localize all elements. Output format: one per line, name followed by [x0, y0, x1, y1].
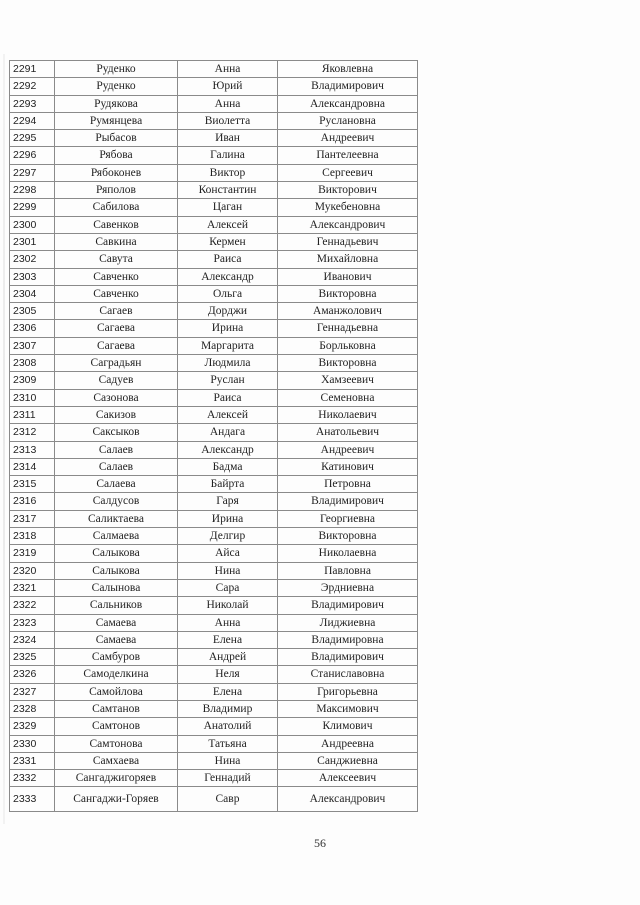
- row-number-cell: 2322: [10, 597, 55, 614]
- first-name-cell: Раиса: [178, 251, 278, 268]
- row-number-cell: 2303: [10, 268, 55, 285]
- row-number-cell: 2308: [10, 355, 55, 372]
- row-number-cell: 2332: [10, 770, 55, 787]
- table-row: [10, 683, 418, 700]
- first-name-cell: Ирина: [178, 320, 278, 337]
- row-number-cell: 2330: [10, 735, 55, 752]
- patronymic-cell: Максимович: [278, 700, 418, 717]
- table-row: [10, 164, 418, 181]
- first-name-cell: Неля: [178, 666, 278, 683]
- first-name-cell: Александр: [178, 441, 278, 458]
- patronymic-cell: Борльковна: [278, 337, 418, 354]
- table-row: [10, 337, 418, 354]
- first-name-cell: Делгир: [178, 528, 278, 545]
- row-number-cell: 2297: [10, 164, 55, 181]
- table-row: [10, 95, 418, 112]
- row-number-cell: 2328: [10, 700, 55, 717]
- last-name-cell: Рудякова: [55, 95, 178, 112]
- patronymic-cell: Лиджиевна: [278, 614, 418, 631]
- patronymic-cell: Семеновна: [278, 389, 418, 406]
- table-row: [10, 649, 418, 666]
- patronymic-cell: Анатольевич: [278, 424, 418, 441]
- row-number-cell: 2316: [10, 493, 55, 510]
- last-name-cell: Сагаев: [55, 303, 178, 320]
- last-name-cell: Сазонова: [55, 389, 178, 406]
- row-number-cell: 2293: [10, 95, 55, 112]
- row-number-cell: 2319: [10, 545, 55, 562]
- last-name-cell: Самтонов: [55, 718, 178, 735]
- last-name-cell: Салмаева: [55, 528, 178, 545]
- row-number-cell: 2331: [10, 752, 55, 769]
- patronymic-cell: Викторовна: [278, 528, 418, 545]
- table-row: [10, 268, 418, 285]
- row-number-cell: 2315: [10, 476, 55, 493]
- first-name-cell: Юрий: [178, 78, 278, 95]
- last-name-cell: Савченко: [55, 268, 178, 285]
- last-name-cell: Самаева: [55, 614, 178, 631]
- row-number-cell: 2305: [10, 303, 55, 320]
- row-number-cell: 2320: [10, 562, 55, 579]
- first-name-cell: Бадма: [178, 458, 278, 475]
- row-number-cell: 2307: [10, 337, 55, 354]
- row-number-cell: 2326: [10, 666, 55, 683]
- last-name-cell: Сагаева: [55, 320, 178, 337]
- first-name-cell: Савр: [178, 787, 278, 812]
- table-row: [10, 770, 418, 787]
- table-row: [10, 251, 418, 268]
- table-row: [10, 562, 418, 579]
- last-name-cell: Самойлова: [55, 683, 178, 700]
- patronymic-cell: Климович: [278, 718, 418, 735]
- table-row: [10, 199, 418, 216]
- first-name-cell: Иван: [178, 130, 278, 147]
- table-row: [10, 597, 418, 614]
- last-name-cell: Салыкова: [55, 562, 178, 579]
- row-number-cell: 2317: [10, 510, 55, 527]
- last-name-cell: Рыбасов: [55, 130, 178, 147]
- table-row: [10, 545, 418, 562]
- patronymic-cell: Владимирович: [278, 649, 418, 666]
- last-name-cell: Савенков: [55, 216, 178, 233]
- row-number-cell: 2302: [10, 251, 55, 268]
- first-name-cell: Галина: [178, 147, 278, 164]
- row-number-cell: 2327: [10, 683, 55, 700]
- table-row: [10, 666, 418, 683]
- row-number-cell: 2313: [10, 441, 55, 458]
- table-row: [10, 233, 418, 250]
- first-name-cell: Виолетта: [178, 112, 278, 129]
- last-name-cell: Салаев: [55, 441, 178, 458]
- patronymic-cell: Павловна: [278, 562, 418, 579]
- patronymic-cell: Андреевич: [278, 441, 418, 458]
- table-row: [10, 406, 418, 423]
- last-name-cell: Сангаджи-Горяев: [55, 787, 178, 812]
- name-list-body: [10, 61, 418, 812]
- first-name-cell: Кермен: [178, 233, 278, 250]
- last-name-cell: Савкина: [55, 233, 178, 250]
- first-name-cell: Раиса: [178, 389, 278, 406]
- first-name-cell: Анатолий: [178, 718, 278, 735]
- last-name-cell: Сангаджигоряев: [55, 770, 178, 787]
- last-name-cell: Сагаева: [55, 337, 178, 354]
- table-row: [10, 752, 418, 769]
- last-name-cell: Сакизов: [55, 406, 178, 423]
- first-name-cell: Александр: [178, 268, 278, 285]
- table-row: [10, 130, 418, 147]
- patronymic-cell: Алексеевич: [278, 770, 418, 787]
- first-name-cell: Маргарита: [178, 337, 278, 354]
- row-number-cell: 2299: [10, 199, 55, 216]
- table-row: [10, 78, 418, 95]
- patronymic-cell: Владимирович: [278, 493, 418, 510]
- patronymic-cell: Хамзеевич: [278, 372, 418, 389]
- last-name-cell: Салаева: [55, 476, 178, 493]
- first-name-cell: Ольга: [178, 285, 278, 302]
- table-row: [10, 631, 418, 648]
- table-row: [10, 787, 418, 812]
- patronymic-cell: Аманжолович: [278, 303, 418, 320]
- first-name-cell: Владимир: [178, 700, 278, 717]
- table-row: [10, 614, 418, 631]
- row-number-cell: 2333: [10, 787, 55, 812]
- patronymic-cell: Николаевич: [278, 406, 418, 423]
- first-name-cell: Виктор: [178, 164, 278, 181]
- last-name-cell: Салаев: [55, 458, 178, 475]
- table-row: [10, 355, 418, 372]
- last-name-cell: Салынова: [55, 579, 178, 596]
- last-name-cell: Савченко: [55, 285, 178, 302]
- row-number-cell: 2306: [10, 320, 55, 337]
- first-name-cell: Николай: [178, 597, 278, 614]
- patronymic-cell: Михайловна: [278, 251, 418, 268]
- row-number-cell: 2301: [10, 233, 55, 250]
- last-name-cell: Самбуров: [55, 649, 178, 666]
- table-row: [10, 147, 418, 164]
- page-number: 56: [314, 836, 326, 850]
- last-name-cell: Сальников: [55, 597, 178, 614]
- last-name-cell: Руденко: [55, 61, 178, 78]
- first-name-cell: Алексей: [178, 406, 278, 423]
- row-number-cell: 2329: [10, 718, 55, 735]
- first-name-cell: Цаган: [178, 199, 278, 216]
- last-name-cell: Руденко: [55, 78, 178, 95]
- patronymic-cell: Григорьевна: [278, 683, 418, 700]
- patronymic-cell: Санджиевна: [278, 752, 418, 769]
- last-name-cell: Саградьян: [55, 355, 178, 372]
- row-number-cell: 2295: [10, 130, 55, 147]
- last-name-cell: Саксыков: [55, 424, 178, 441]
- table-row: [10, 700, 418, 717]
- patronymic-cell: Владимировна: [278, 631, 418, 648]
- first-name-cell: Андрей: [178, 649, 278, 666]
- table-row: [10, 389, 418, 406]
- table-row: [10, 372, 418, 389]
- last-name-cell: Рябова: [55, 147, 178, 164]
- row-number-cell: 2298: [10, 182, 55, 199]
- row-number-cell: 2309: [10, 372, 55, 389]
- name-list-table: [9, 60, 418, 812]
- first-name-cell: Анна: [178, 614, 278, 631]
- patronymic-cell: Петровна: [278, 476, 418, 493]
- last-name-cell: Самтонова: [55, 735, 178, 752]
- patronymic-cell: Геннадьевна: [278, 320, 418, 337]
- patronymic-cell: Мукебеновна: [278, 199, 418, 216]
- first-name-cell: Байрта: [178, 476, 278, 493]
- row-number-cell: 2318: [10, 528, 55, 545]
- table-row: [10, 285, 418, 302]
- patronymic-cell: Викторовна: [278, 285, 418, 302]
- first-name-cell: Сара: [178, 579, 278, 596]
- patronymic-cell: Пантелеевна: [278, 147, 418, 164]
- last-name-cell: Самаева: [55, 631, 178, 648]
- first-name-cell: Алексей: [178, 216, 278, 233]
- last-name-cell: Ряполов: [55, 182, 178, 199]
- row-number-cell: 2291: [10, 61, 55, 78]
- table-row: [10, 182, 418, 199]
- first-name-cell: Айса: [178, 545, 278, 562]
- row-number-cell: 2314: [10, 458, 55, 475]
- patronymic-cell: Георгиевна: [278, 510, 418, 527]
- row-number-cell: 2321: [10, 579, 55, 596]
- patronymic-cell: Александрович: [278, 787, 418, 812]
- table-row: [10, 424, 418, 441]
- row-number-cell: 2296: [10, 147, 55, 164]
- table-row: [10, 528, 418, 545]
- patronymic-cell: Викторович: [278, 182, 418, 199]
- patronymic-cell: Владимирович: [278, 597, 418, 614]
- row-number-cell: 2324: [10, 631, 55, 648]
- first-name-cell: Руслан: [178, 372, 278, 389]
- patronymic-cell: Эрдниевна: [278, 579, 418, 596]
- table-row: [10, 320, 418, 337]
- last-name-cell: Савута: [55, 251, 178, 268]
- patronymic-cell: Геннадьевич: [278, 233, 418, 250]
- last-name-cell: Салдусов: [55, 493, 178, 510]
- scan-edge-shadow: [3, 54, 5, 824]
- table-row: [10, 510, 418, 527]
- table-row: [10, 476, 418, 493]
- last-name-cell: Румянцева: [55, 112, 178, 129]
- row-number-cell: 2312: [10, 424, 55, 441]
- first-name-cell: Елена: [178, 683, 278, 700]
- patronymic-cell: Владимирович: [278, 78, 418, 95]
- patronymic-cell: Станиславовна: [278, 666, 418, 683]
- first-name-cell: Нина: [178, 752, 278, 769]
- first-name-cell: Анна: [178, 61, 278, 78]
- last-name-cell: Сабилова: [55, 199, 178, 216]
- first-name-cell: Гаря: [178, 493, 278, 510]
- first-name-cell: Анна: [178, 95, 278, 112]
- patronymic-cell: Александровна: [278, 95, 418, 112]
- table-row: [10, 579, 418, 596]
- first-name-cell: Татьяна: [178, 735, 278, 752]
- patronymic-cell: Иванович: [278, 268, 418, 285]
- table-row: [10, 441, 418, 458]
- row-number-cell: 2294: [10, 112, 55, 129]
- last-name-cell: Самоделкина: [55, 666, 178, 683]
- patronymic-cell: Александрович: [278, 216, 418, 233]
- row-number-cell: 2325: [10, 649, 55, 666]
- row-number-cell: 2300: [10, 216, 55, 233]
- table-row: [10, 458, 418, 475]
- patronymic-cell: Сергеевич: [278, 164, 418, 181]
- patronymic-cell: Андреевич: [278, 130, 418, 147]
- first-name-cell: Нина: [178, 562, 278, 579]
- patronymic-cell: Руслановна: [278, 112, 418, 129]
- patronymic-cell: Яковлевна: [278, 61, 418, 78]
- row-number-cell: 2323: [10, 614, 55, 631]
- table-row: [10, 718, 418, 735]
- patronymic-cell: Николаевна: [278, 545, 418, 562]
- first-name-cell: Андага: [178, 424, 278, 441]
- first-name-cell: Ирина: [178, 510, 278, 527]
- last-name-cell: Саликтаева: [55, 510, 178, 527]
- row-number-cell: 2311: [10, 406, 55, 423]
- first-name-cell: Геннадий: [178, 770, 278, 787]
- first-name-cell: Дорджи: [178, 303, 278, 320]
- table-row: [10, 112, 418, 129]
- first-name-cell: Людмила: [178, 355, 278, 372]
- patronymic-cell: Викторовна: [278, 355, 418, 372]
- last-name-cell: Самхаева: [55, 752, 178, 769]
- last-name-cell: Салыкова: [55, 545, 178, 562]
- table-row: [10, 216, 418, 233]
- first-name-cell: Константин: [178, 182, 278, 199]
- row-number-cell: 2304: [10, 285, 55, 302]
- first-name-cell: Елена: [178, 631, 278, 648]
- table-row: [10, 61, 418, 78]
- patronymic-cell: Катинович: [278, 458, 418, 475]
- row-number-cell: 2310: [10, 389, 55, 406]
- table-row: [10, 493, 418, 510]
- last-name-cell: Рябоконев: [55, 164, 178, 181]
- table-row: [10, 303, 418, 320]
- last-name-cell: Садуев: [55, 372, 178, 389]
- patronymic-cell: Андреевна: [278, 735, 418, 752]
- last-name-cell: Самтанов: [55, 700, 178, 717]
- row-number-cell: 2292: [10, 78, 55, 95]
- table-row: [10, 735, 418, 752]
